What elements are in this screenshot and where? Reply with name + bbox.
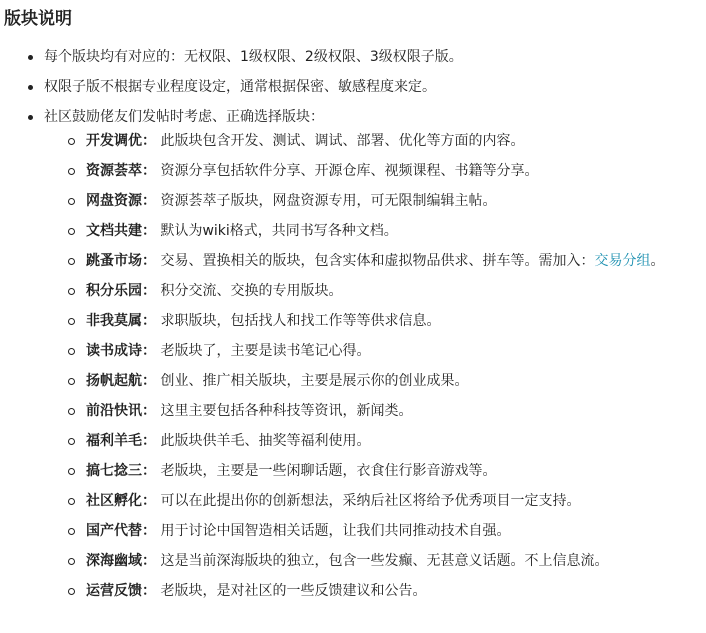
circle-bullet-icon	[68, 588, 75, 595]
circle-bullet-icon	[68, 138, 75, 145]
board-name: 文档共建：	[86, 223, 156, 239]
circle-bullet-icon	[68, 348, 75, 355]
board-item	[44, 160, 698, 182]
board-name: 前沿快讯：	[86, 403, 156, 419]
board-item	[44, 460, 698, 482]
board-item	[44, 220, 698, 242]
circle-bullet-icon	[68, 498, 75, 505]
board-name: 积分乐园：	[86, 283, 156, 299]
board-desc: 可以在此提出你的创新想法，采纳后社区将给予优秀项目一定支持。	[160, 493, 581, 509]
board-item	[44, 340, 698, 362]
board-item	[44, 370, 698, 392]
board-desc: 此版块包含开发、测试、调试、部署、优化等方面的内容。	[160, 133, 525, 149]
circle-bullet-icon	[68, 318, 75, 325]
board-item	[44, 520, 698, 542]
board-item	[44, 430, 698, 452]
circle-bullet-icon	[68, 258, 75, 265]
list-item-text: 每个版块均有对应的：无权限、1级权限、2级权限、3级权限子版。	[44, 49, 463, 65]
board-item	[44, 310, 698, 332]
board-item	[44, 190, 698, 212]
board-name: 读书成诗：	[86, 343, 156, 359]
board-name: 非我莫属：	[86, 313, 156, 329]
board-item	[44, 280, 698, 302]
list-item-sub-board-rule	[4, 76, 698, 98]
bullet-icon	[28, 115, 33, 120]
section-heading: 版块说明	[4, 9, 72, 29]
board-desc: 用于讨论中国智造相关话题，让我们共同推动技术自强。	[160, 523, 511, 539]
circle-bullet-icon	[68, 288, 75, 295]
circle-bullet-icon	[68, 438, 75, 445]
bullet-icon	[28, 85, 33, 90]
board-desc: 默认为wiki格式，共同书写各种文档。	[160, 223, 398, 239]
board-item	[44, 550, 698, 572]
board-name: 跳蚤市场：	[86, 253, 156, 269]
circle-bullet-icon	[68, 168, 75, 175]
board-desc: 老版块了，主要是读书笔记心得。	[160, 343, 371, 359]
list-item-text: 权限子版不根据专业程度设定，通常根据保密、敏感程度来定。	[44, 79, 436, 95]
board-desc: 这是当前深海版块的独立，包含一些发癫、无甚意义话题。不上信息流。	[160, 553, 609, 569]
circle-bullet-icon	[68, 468, 75, 475]
board-name: 开发调优：	[86, 133, 156, 149]
circle-bullet-icon	[68, 198, 75, 205]
circle-bullet-icon	[68, 228, 75, 235]
board-desc: 求职版块，包括找人和找工作等等供求信息。	[160, 313, 441, 329]
board-name: 深海幽域：	[86, 553, 156, 569]
board-desc: 老版块，主要是一些闲聊话题，衣食住行影音游戏等。	[160, 463, 497, 479]
list-item-text: 社区鼓励佬友们发帖时考虑、正确选择版块：	[44, 109, 324, 125]
circle-bullet-icon	[68, 528, 75, 535]
board-item	[44, 130, 698, 152]
circle-bullet-icon	[68, 558, 75, 565]
circle-bullet-icon	[68, 408, 75, 415]
board-list	[44, 130, 698, 602]
board-desc-suffix: 。	[650, 253, 665, 269]
board-desc: 资源荟萃子版块，网盘资源专用，可无限制编辑主帖。	[160, 193, 497, 209]
board-item	[44, 250, 698, 272]
board-item	[44, 490, 698, 512]
board-name: 国产代替：	[86, 523, 156, 539]
bullet-icon	[28, 55, 33, 60]
board-name: 福利羊毛：	[86, 433, 156, 449]
board-item	[44, 580, 698, 602]
board-name: 社区孵化：	[86, 493, 156, 509]
board-desc: 积分交流、交换的专用版块。	[160, 283, 343, 299]
board-desc: 交易、置换相关的版块，包含实体和虚拟物品供求、拼车等。需加入：	[160, 253, 595, 269]
board-desc: 创业、推广相关版块，主要是展示你的创业成果。	[160, 373, 469, 389]
list-item-permissions	[4, 46, 698, 68]
board-desc: 这里主要包括各种科技等资讯，新闻类。	[160, 403, 413, 419]
board-name: 搞七捻三：	[86, 463, 156, 479]
board-name: 运营反馈：	[86, 583, 156, 599]
board-name: 网盘资源：	[86, 193, 156, 209]
circle-bullet-icon	[68, 378, 75, 385]
board-desc: 此版块供羊毛、抽奖等福利使用。	[160, 433, 371, 449]
board-name: 扬帆起航：	[86, 373, 156, 389]
board-desc: 老版块，是对社区的一些反馈建议和公告。	[160, 583, 427, 599]
top-list	[4, 46, 698, 602]
board-name: 资源荟萃：	[86, 163, 156, 179]
trade-group-link[interactable]: 交易分组	[594, 253, 651, 269]
board-item	[44, 400, 698, 422]
list-item-board-selection	[4, 106, 698, 602]
board-desc: 资源分享包括软件分享、开源仓库、视频课程、书籍等分享。	[160, 163, 539, 179]
